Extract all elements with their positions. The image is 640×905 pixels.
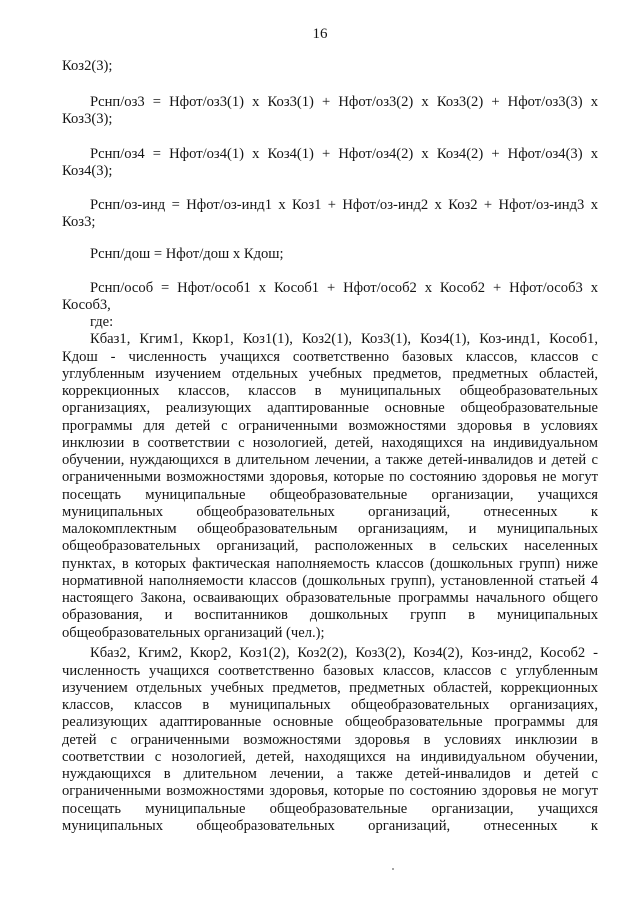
text-line: Рснп/оз-инд = Нфот/оз-инд1 х Коз1 + Нфот/оз-инд2 х Коз2 + Нфот/оз-инд3 х [90, 197, 598, 213]
text-line: углубленным изучением отдельных учебных предметов, предметных областей, [62, 366, 598, 382]
text-line: численность учащихся соответственно базовых классов, классов с углубленным [62, 663, 598, 679]
text-line: соответствии с нозологией, детей, находящихся на индивидуальном обучении, [62, 749, 598, 765]
text-line: ограниченными возможностями здоровья, которые по состоянию здоровья не могут [62, 783, 598, 799]
text-line: Рснп/особ = Нфот/особ1 х Кособ1 + Нфот/особ2 х Кособ2 + Нфот/особ3 х [90, 280, 598, 296]
text-line: малокомплектным общеобразовательным организациям, и муниципальных [62, 521, 598, 537]
text-line: Коз4(3); [62, 163, 113, 179]
text-line: Коз3(3); [62, 111, 113, 127]
text-line: пунктах, в которых фактическая наполняемость классов (дошкольных групп) ниже [62, 556, 598, 572]
text-line: Коз2(3); [62, 58, 113, 74]
text-line: нормативной наполняемости классов (дошкольных групп), установленной статьей 4 [62, 573, 598, 589]
text-line: настоящего Закона, осваивающих образовательные программы начального общего [62, 590, 598, 606]
text-line: общеобразовательных организаций, расположенных в сельских населенных [62, 538, 598, 554]
text-line: нуждающихся в длительном лечении, а также детей-инвалидов и детей с [62, 766, 598, 782]
text-line: обучении, нуждающихся в длительном лечении, а также детей-инвалидов и детей с [62, 452, 598, 468]
text-line: Кбаз1, Кгим1, Ккор1, Коз1(1), Коз2(1), Коз3(1), Коз4(1), Коз-инд1, Кособ1, [90, 331, 598, 347]
text-line: ограниченными возможностями здоровья, которые по состоянию здоровья не могут [62, 469, 598, 485]
text-line: детей с ограниченными возможностями здоровья в условиях инклюзии в [62, 732, 598, 748]
text-line: изучением отдельных учебных предметов, предметных областей, коррекционных [62, 680, 598, 696]
text-line: где: [90, 314, 114, 330]
text-line: посещать муниципальные общеобразовательные организации, учащихся [62, 801, 598, 817]
text-line: классов, классов в муниципальных общеобразовательных организациях, [62, 697, 598, 713]
text-line: муниципальных общеобразовательных организаций, отнесенных к [62, 818, 598, 834]
text-line: Рснп/оз3 = Нфот/оз3(1) х Коз3(1) + Нфот/оз3(2) х Коз3(2) + Нфот/оз3(3) х [90, 94, 598, 110]
text-line: Рснп/дош = Нфот/дош х Кдош; [90, 246, 284, 262]
text-line: программы для детей с ограниченными возможностями здоровья в условиях [62, 418, 598, 434]
text-line: посещать муниципальные общеобразовательные организации, учащихся [62, 487, 598, 503]
text-line: инклюзии в соответствии с нозологией, детей, находящихся на индивидуальном [62, 435, 598, 451]
text-line: коррекционных классов, классов в муниципальных общеобразовательных [62, 383, 598, 399]
text-line: организациях, реализующих адаптированные основные общеобразовательные [62, 400, 598, 416]
text-line: реализующих адаптированные основные общеобразовательные программы для [62, 714, 598, 730]
page-number: 16 [312, 26, 328, 42]
text-line: Кдош - численность учащихся соответственно базовых классов, классов с [62, 349, 598, 365]
text-line: образования, и воспитанников дошкольных групп в муниципальных [62, 607, 598, 623]
text-line: Кособ3, [62, 297, 111, 313]
text-line: Коз3; [62, 214, 96, 230]
scan-speck [392, 868, 394, 870]
text-line: Рснп/оз4 = Нфот/оз4(1) х Коз4(1) + Нфот/оз4(2) х Коз4(2) + Нфот/оз4(3) х [90, 146, 598, 162]
text-line: Кбаз2, Кгим2, Ккор2, Коз1(2), Коз2(2), Коз3(2), Коз4(2), Коз-инд2, Кособ2 - [90, 645, 598, 661]
text-line: общеобразовательных организаций (чел.); [62, 625, 325, 641]
text-line: муниципальных общеобразовательных организаций, отнесенных к [62, 504, 598, 520]
